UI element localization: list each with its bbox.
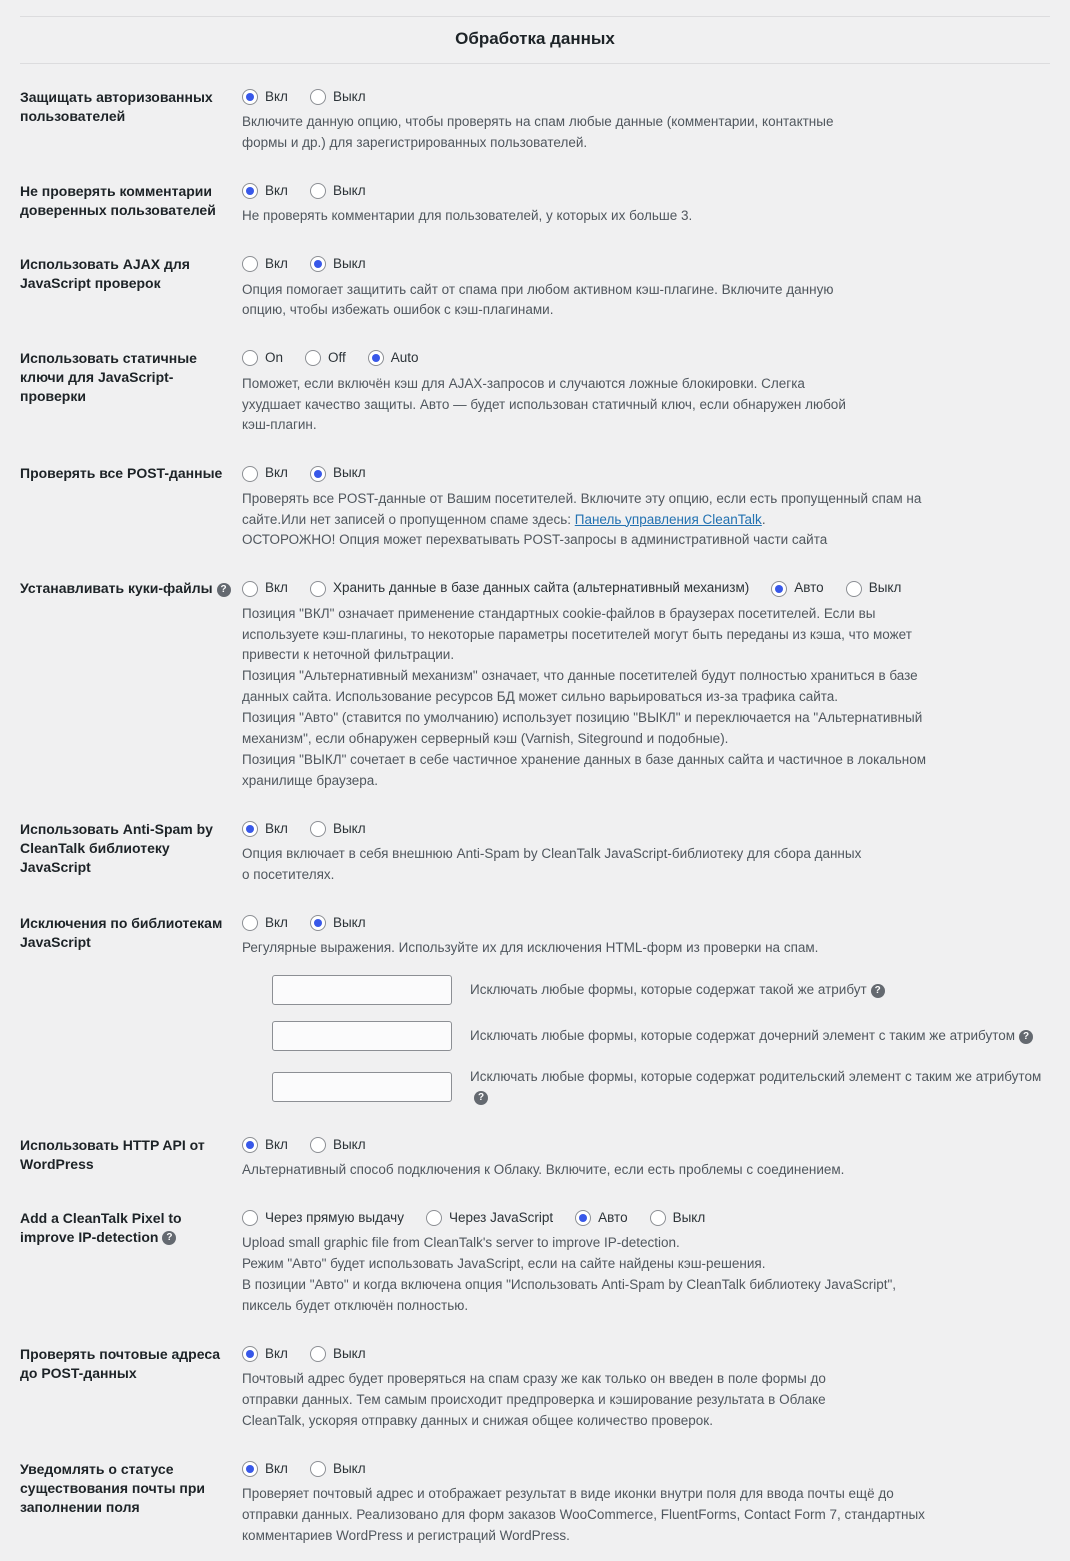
row-field	[242, 900, 1050, 1122]
radio-option-on[interactable]	[242, 348, 283, 368]
exclusion-row-child-attribute	[242, 1021, 1050, 1051]
radio-option-javascript[interactable]	[426, 1208, 553, 1228]
row-label: Защищать авторизованных пользователей	[20, 89, 213, 124]
radio-label: Вкл	[265, 820, 288, 836]
row-label: Использовать статичные ключи для JavaScript-проверки	[20, 350, 197, 405]
data-processing-panel	[20, 0, 1050, 1561]
radio-icon[interactable]	[242, 1346, 258, 1362]
row-field	[242, 1195, 1050, 1331]
radio-label: Выкл	[332, 183, 366, 199]
settings-table	[20, 74, 1050, 1561]
radio-icon[interactable]	[771, 581, 787, 597]
exclusion-label-text: Исключать любые формы, которые содержат такой же атрибут	[470, 982, 867, 998]
exclusion-parent-attribute-input[interactable]	[272, 1072, 452, 1102]
radio-option-off[interactable]	[305, 348, 346, 368]
radio-icon[interactable]	[242, 821, 258, 837]
radio-label: Вкл	[265, 580, 288, 596]
row-label: Использовать Anti-Spam by CleanTalk библиотеку JavaScript	[20, 820, 213, 875]
exclusion-row-attribute	[242, 975, 1050, 1005]
help-icon[interactable]: ?	[871, 984, 885, 998]
radio-label: Вкл	[265, 915, 288, 931]
radio-label: Через прямую выдачу	[265, 1209, 404, 1225]
radio-label: Вкл	[265, 89, 288, 104]
help-icon[interactable]: ?	[1019, 1030, 1033, 1044]
desc-line: В позиции "Авто" и когда включена опция "Использовать Anti-Spam by CleanTalk библиотеку JavaScript", пиксель будет отключён полностью.	[242, 1276, 897, 1313]
radio-icon[interactable]	[242, 466, 258, 482]
radio-group[interactable]	[242, 1208, 1050, 1231]
radio-icon[interactable]	[242, 1137, 258, 1153]
radio-label: Вкл	[265, 256, 288, 272]
row-description: Не проверять комментарии для пользователей, у которых их больше 3.	[242, 208, 693, 224]
setting-row-email-exist-notify	[20, 1446, 1050, 1561]
row-field	[242, 1331, 1050, 1446]
row-field	[242, 74, 1050, 168]
desc-line: Режим "Авто" будет использовать JavaScript, если на сайте найдены кэш-решения.	[242, 1256, 766, 1272]
radio-option-off[interactable]	[310, 819, 366, 839]
row-label: Проверять почтовые адреса до POST-данных	[20, 1345, 221, 1381]
radio-option-off[interactable]	[310, 913, 366, 933]
desc-line: Upload small graphic file from CleanTalk's server to improve IP-detection.	[242, 1235, 680, 1251]
radio-option-on[interactable]	[242, 463, 288, 483]
radio-option-off[interactable]	[310, 87, 366, 107]
row-description: Поможет, если включён кэш для AJAX-запросов и случаются ложные блокировки. Слегка ухудшает качество защиты. Авто — будет использован статичный ключ, если обнаружен любой кэш-плагин.	[242, 375, 846, 433]
radio-label: Выкл	[332, 89, 366, 104]
radio-icon[interactable]	[242, 1461, 258, 1477]
radio-option-auto[interactable]	[771, 578, 823, 598]
row-description: Опция помогает защитить сайт от спама при любом активном кэш-плагине. Включите данную опцию, чтобы избежать ошибок с кэш-плагинами.	[242, 281, 834, 318]
radio-icon[interactable]	[310, 1346, 326, 1362]
row-description	[242, 604, 942, 792]
radio-option-on[interactable]	[242, 578, 288, 598]
radio-icon[interactable]	[310, 466, 326, 482]
radio-icon[interactable]	[242, 350, 258, 366]
radio-label: Вкл	[265, 1345, 288, 1361]
exclusion-label	[470, 1026, 1033, 1046]
radio-label: Выкл	[332, 1136, 366, 1152]
radio-icon[interactable]	[242, 581, 258, 597]
exclusion-row-parent-attribute	[242, 1067, 1050, 1108]
row-label	[20, 1195, 242, 1331]
radio-label: Авто	[794, 580, 824, 596]
row-label: Проверять все POST-данные	[20, 465, 223, 482]
radio-label: Off	[328, 350, 346, 366]
radio-label: Выкл	[332, 820, 366, 836]
radio-icon[interactable]	[310, 1461, 326, 1477]
help-icon[interactable]: ?	[474, 1091, 488, 1105]
radio-icon[interactable]	[242, 256, 258, 272]
radio-option-off[interactable]	[310, 1135, 366, 1155]
radio-label: Auto	[390, 350, 419, 366]
section-title: Обработка данных	[455, 29, 615, 48]
row-label: Использовать HTTP API от WordPress	[20, 1136, 205, 1172]
exclusion-label-text: Исключать любые формы, которые содержат родительский элемент с таким же атрибутом	[470, 1069, 1042, 1085]
setting-row-cleantalk-pixel	[20, 1195, 1050, 1331]
radio-group[interactable]	[242, 913, 1050, 936]
radio-icon[interactable]	[846, 581, 862, 597]
radio-icon[interactable]	[310, 1137, 326, 1153]
exclusion-label	[470, 980, 885, 1000]
radio-label: Через JavaScript	[448, 1209, 554, 1225]
exclusion-label-text: Исключать любые формы, которые содержат дочерний элемент с таким же атрибутом	[470, 1028, 1016, 1044]
radio-option-off[interactable]	[310, 254, 366, 274]
radio-icon[interactable]	[368, 350, 384, 366]
radio-icon[interactable]	[310, 89, 326, 105]
row-field	[242, 168, 1050, 241]
radio-label: Авто	[598, 1209, 628, 1225]
desc-text-part3: ОСТОРОЖНО! Опция может перехватывать POST-запросы в административной части сайта	[242, 532, 828, 548]
radio-icon[interactable]	[310, 915, 326, 931]
setting-row-protect-logged-in	[20, 74, 1050, 168]
row-description	[242, 1233, 942, 1317]
row-description: Включите данную опцию, чтобы проверять на спам любые данные (комментарии, контактные формы и др.) для зарегистрированных пользователей.	[242, 114, 834, 151]
divider-title	[20, 63, 1050, 64]
radio-option-on[interactable]	[242, 1135, 288, 1155]
row-description: Регулярные выражения. Используйте их для исключения HTML-форм из проверки на спам.	[242, 940, 819, 956]
row-field	[242, 806, 1050, 900]
setting-row-check-email-before-post	[20, 1331, 1050, 1446]
row-description	[242, 489, 942, 552]
radio-group[interactable]	[242, 1135, 1050, 1158]
radio-group[interactable]	[242, 1344, 1050, 1367]
desc-line: Позиция "Альтернативный механизм" означает, что данные посетителей будут полностью храниться в базе данных сайта. Использование ресурсов БД может сильно варьироваться из-за трафика сайта.	[242, 668, 918, 705]
radio-option-auto[interactable]	[368, 348, 419, 368]
row-description: Опция включает в себя внешнюю Anti-Spam by CleanTalk JavaScript-библиотеку для сбора данных о посетителях.	[242, 846, 862, 883]
radio-group[interactable]	[242, 578, 1050, 601]
radio-option-off[interactable]	[650, 1208, 706, 1228]
desc-line: Позиция "ВЫКЛ" сочетает в себе частичное хранение данных в базе данных сайта и частичное в локальном хранилище браузера.	[242, 752, 926, 789]
radio-label: On	[265, 350, 284, 366]
row-field	[242, 241, 1050, 335]
row-field	[242, 450, 1050, 565]
help-icon[interactable]: ?	[162, 1231, 176, 1245]
desc-line: Позиция "Авто" (ставится по умолчанию) использует позицию "ВЫКЛ" и переключается на "Альтернативный механизм", если обнаружен серверный кэш (Varnish, Siteground и подобные).	[242, 710, 923, 747]
setting-row-js-exclusions	[20, 900, 1050, 1122]
radio-label: Хранить данные в базе данных сайта (альтернативный механизм)	[332, 580, 750, 596]
row-field	[242, 335, 1050, 450]
row-label: Уведомлять о статусе существования почты при заполнении поля	[20, 1460, 206, 1515]
radio-option-on[interactable]	[242, 254, 288, 274]
radio-icon[interactable]	[310, 821, 326, 837]
row-field	[242, 1446, 1050, 1561]
setting-row-static-keys	[20, 335, 1050, 450]
radio-label: Вкл	[265, 183, 288, 199]
radio-label: Вкл	[265, 465, 288, 481]
desc-line: Позиция "ВКЛ" означает применение стандартных cookie-файлов в браузерах посетителей. Если вы используете кэш-плагины, то некоторые параметры посетителей могут быть переданы из кэша, что может привести к неточной фильтрации.	[242, 605, 912, 663]
row-label	[20, 565, 242, 806]
radio-icon[interactable]	[310, 183, 326, 199]
radio-label: Выкл	[332, 465, 366, 481]
radio-group[interactable]	[242, 819, 1050, 842]
setting-row-ajax-js	[20, 241, 1050, 335]
radio-option-auto[interactable]	[575, 1208, 627, 1228]
row-label-text: Устанавливать куки-файлы	[20, 580, 213, 597]
radio-option-off[interactable]	[310, 1459, 366, 1479]
radio-option-on[interactable]	[242, 181, 288, 201]
radio-label: Выкл	[672, 1209, 706, 1225]
setting-row-check-all-post	[20, 450, 1050, 565]
row-field	[242, 1122, 1050, 1195]
row-label-text: Add a CleanTalk Pixel to improve IP-detection	[20, 1209, 182, 1245]
radio-icon[interactable]	[242, 183, 258, 199]
cleantalk-dashboard-link[interactable]: Панель управления CleanTalk	[574, 511, 762, 527]
radio-icon[interactable]	[305, 350, 321, 366]
radio-label: Выкл	[332, 1345, 366, 1361]
setting-row-use-js-library	[20, 806, 1050, 900]
radio-option-on[interactable]	[242, 913, 288, 933]
radio-option-on[interactable]	[242, 1344, 288, 1364]
radio-group[interactable]	[242, 1459, 1050, 1482]
exclusion-child-attribute-input[interactable]	[272, 1021, 452, 1051]
radio-icon[interactable]	[426, 1210, 442, 1226]
radio-option-direct[interactable]	[242, 1208, 404, 1228]
radio-group[interactable]	[242, 463, 1050, 486]
radio-option-off[interactable]	[310, 181, 366, 201]
row-label: Исключения по библиотекам JavaScript	[20, 915, 223, 950]
radio-label: Выкл	[332, 1460, 366, 1476]
radio-option-on[interactable]	[242, 1459, 288, 1479]
radio-option-off[interactable]	[310, 1344, 366, 1364]
setting-row-http-api	[20, 1122, 1050, 1195]
radio-group[interactable]	[242, 181, 1050, 204]
row-label: Не проверять комментарии доверенных пользователей	[20, 183, 216, 218]
setting-row-set-cookies	[20, 565, 1050, 806]
row-label: Использовать AJAX для JavaScript проверок	[20, 256, 190, 292]
radio-icon[interactable]	[242, 89, 258, 105]
desc-text-part2: .	[761, 511, 766, 527]
radio-icon[interactable]	[575, 1210, 591, 1226]
setting-row-trusted-users	[20, 168, 1050, 241]
row-description: Проверяет почтовый адрес и отображает результат в виде иконки внутри поля для ввода почты ещё до отправки данных. Реализовано для форм заказов WooCommerce, FluentForms, Contact Form 7, стандартных комментариев WordPress и регистраций WordPress.	[242, 1486, 925, 1543]
radio-icon[interactable]	[310, 256, 326, 272]
radio-option-off[interactable]	[310, 463, 366, 483]
radio-icon[interactable]	[242, 915, 258, 931]
radio-label: Вкл	[265, 1136, 288, 1152]
radio-option-on[interactable]	[242, 87, 288, 107]
help-icon[interactable]: ?	[217, 583, 231, 597]
radio-group[interactable]	[242, 254, 1050, 277]
row-description: Почтовый адрес будет проверяться на спам сразу же как только он введен в поле формы до отправки данных. Тем самым происходит предпроверка и кэширование результата в Облаке CleanTalk, ускоряя отправку данных и снижая общее количество проверок.	[242, 1371, 826, 1428]
radio-option-off[interactable]	[846, 578, 902, 598]
row-field	[242, 565, 1050, 806]
radio-group[interactable]	[242, 87, 1050, 110]
radio-icon[interactable]	[650, 1210, 666, 1226]
radio-option-on[interactable]	[242, 819, 288, 839]
row-description: Альтернативный способ подключения к Облаку. Включите, если есть проблемы с соединением.	[242, 1161, 845, 1177]
exclusion-label	[470, 1067, 1050, 1108]
radio-label: Вкл	[265, 1460, 288, 1476]
radio-label: Выкл	[332, 915, 366, 931]
radio-group[interactable]	[242, 348, 1050, 371]
radio-label: Выкл	[868, 580, 902, 596]
desc-text-part1: Проверять все POST-данные от Вашим посетителей. Включите эту опцию, если есть пропущенный спам на сайте.Или нет записей о пропущенном спаме здесь:	[242, 490, 922, 527]
radio-label: Выкл	[332, 256, 366, 272]
radio-option-alternative-db[interactable]	[310, 578, 749, 598]
radio-icon[interactable]	[310, 581, 326, 597]
exclusion-attribute-input[interactable]	[272, 975, 452, 1005]
radio-icon[interactable]	[242, 1210, 258, 1226]
